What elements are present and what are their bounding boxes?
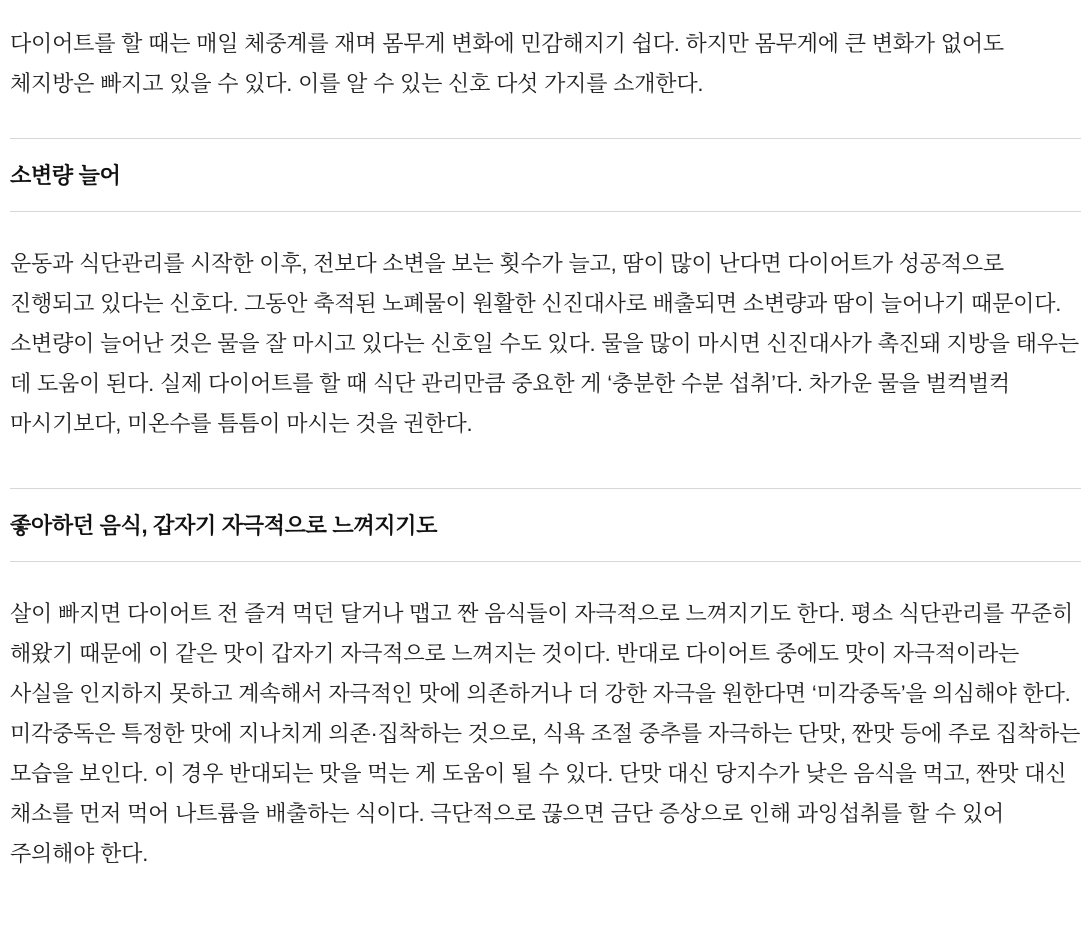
section-heading-2: 좋아하던 음식, 갑자기 자극적으로 느껴지기도 [10, 513, 438, 538]
section-spacer [10, 466, 1081, 488]
section-body-2: 살이 빠지면 다이어트 전 즐겨 먹던 달거나 맵고 짠 음식들이 자극적으로 느껴지기도 한다. 평소 식단관리를 꾸준히 해왔기 때문에 이 같은 맛이 갑자기 자극적으로 느껴지는 것이다. 반대로 다이어트 중에도 맛이 자극적이라는 사실을 인지하지 못하고 계속해서 자극적인 맛에 의존하거나 더 강한 자극을 원한다면 ‘미각중독’을 의심해야 한다. 미각중독은 특정한 맛에 지나치게 의존·집착하는 것으로, 식욕 조절 중추를 자극하는 단맛, 짠맛 등에 주로 집착하는 모습을 보인다. 이 경우 반대되는 맛을 먹는 게 도움이 될 수 있다. 단맛 대신 당지수가 낮은 음식을 먹고, 짠맛 대신 채소를 먼저 먹어 나트륨을 배출하는 식이다. 극단적으로 끊으면 금단 증상으로 인해 과잉섭취를 할 수 있어 주의해야 한다. [10, 601, 1081, 866]
section-body-1: 운동과 식단관리를 시작한 이후, 전보다 소변을 보는 횟수가 늘고, 땀이 많이 난다면 다이어트가 성공적으로 진행되고 있다는 신호다. 그동안 축적된 노폐물이 원활한 신진대사로 배출되면 소변량과 땀이 늘어나기 때문이다. 소변량이 늘어난 것은 물을 잘 마시고 있다는 신호일 수도 있다. 물을 많이 마시면 신진대사가 촉진돼 지방을 태우는 데 도움이 된다. 실제 다이어트를 할 때 식단 관리만큼 중요한 게 ‘충분한 수분 섭취’다. 차가운 물을 벌컥벌컥 마시기보다, 미온수를 틈틈이 마시는 것을 권한다. [10, 251, 1079, 436]
section-heading-1: 소변량 늘어 [10, 163, 121, 188]
article-container [0, 22, 1091, 874]
section-divider-heading-2 [10, 561, 1081, 562]
section-divider-heading-1 [10, 211, 1081, 212]
article-intro-paragraph: 다이어트를 할 때는 매일 체중계를 재며 몸무게 변화에 민감해지기 쉽다. 하지만 몸무게에 큰 변화가 없어도 체지방은 빠지고 있을 수 있다. 이를 알 수 있는 신호 다섯 가지를 소개한다. [10, 31, 1004, 96]
